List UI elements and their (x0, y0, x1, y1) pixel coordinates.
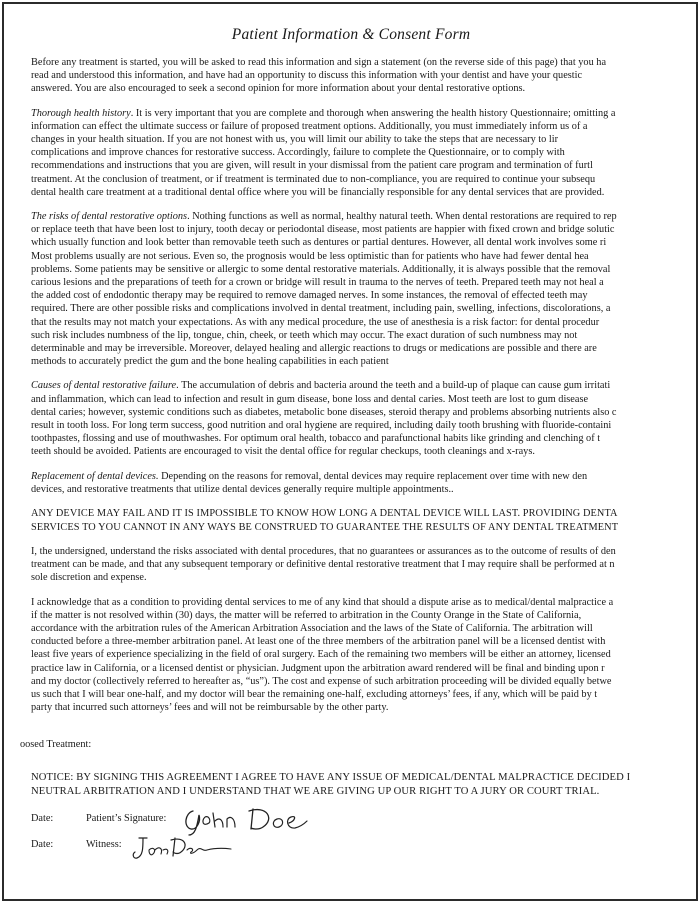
proposed-treatment-label: oosed Treatment: (20, 739, 92, 750)
risks-line: methods to accurately predict the gum and the bone healing capabilities in each patient (31, 356, 389, 368)
causes-paragraph (31, 379, 698, 458)
causes-line (31, 379, 698, 392)
risks-line: problems. Some patients may be sensitive or allergic to some dental restorative materials. Additionally, it is always possible that the removal (31, 263, 611, 275)
arbitration-line: if the matter is not resolved within (30) days, the matter will be referred to arbitration in the County Orange in the State of California, (31, 609, 582, 621)
device-warning-line: ANY DEVICE MAY FAIL AND IT IS IMPOSSIBLE TO KNOW HOW LONG A DENTAL DEVICE WILL LAST. PROVIDING DENTA (31, 508, 618, 520)
health-history-line: treatment. At the conclusion of treatment, or if treatment is terminated due to non-compliance, you are required to continue your subsequ (31, 173, 596, 185)
replacement-text: Depending on the reasons for removal, dental devices may require replacement over time with new den (158, 470, 588, 482)
document-title: Patient Information & Consent Form (231, 26, 471, 43)
risks-heading: The risks of dental restorative options (31, 211, 188, 223)
replacement-line (31, 470, 698, 483)
undersigned-line: I, the undersigned, understand the risks associated with dental procedures, that no guarantees or assurances as to the outcome of results of den (31, 545, 616, 557)
risks-line: or replace teeth that have been lost to injury, tooth decay or periodontal disease, most patients are happier with fixed crown and bridge solutic (31, 224, 615, 236)
replacement-line: devices, and restorative treatments that utilize dental devices generally require multiple appointments.. (31, 483, 454, 495)
causes-heading: Causes of dental restorative failure (31, 380, 177, 392)
arbitration-line: party that incurred such attorneys’ fees and will not be reimbursable by the other party. (31, 702, 389, 714)
arbitration-line: us such that I will bear one-half, and my doctor will bear the remaining one-half, excluding attorneys’ fees, if any, which will be paid by t (31, 688, 598, 700)
notice-line: NOTICE: BY SIGNING THIS AGREEMENT I AGREE TO HAVE ANY ISSUE OF MEDICAL/DENTAL MALPRACTICE DECIDED I (31, 772, 631, 783)
health-history-line (31, 107, 698, 120)
causes-line: result in tooth loss. For long term success, good nutrition and oral hygiene are required, including daily tooth brushing with fluoride-containi (31, 420, 612, 432)
intro-line: answered. You are also encouraged to seek a second opinion for more information about your dental restorative options. (31, 83, 526, 95)
undersigned-paragraph (31, 545, 698, 585)
risks-line: such risk includes numbness of the lip, tongue, chin, cheek, or teeth which may occur. The exact duration of such numbness may not (31, 329, 578, 341)
intro-paragraph (31, 56, 698, 96)
arbitration-notice (31, 771, 630, 799)
arbitration-line: I acknowledge that as a condition to providing dental services to me of any kind that should a dispute arise as to medical/dental malpractice a (31, 596, 614, 608)
risks-line: determinable and may be irreversible. Moreover, delayed healing and allergic reactions to drugs or medications are possible and there are (31, 343, 597, 355)
patient-signature-label: Patient’s Signature: (86, 813, 167, 824)
arbitration-paragraph (31, 596, 698, 715)
health-history-line: information can effect the ultimate success or failure of proposed treatment options. Additionally, you must immediately inform us of a (31, 120, 588, 132)
date-label: Date: (31, 839, 54, 850)
health-history-line: complications and improve chances for restorative success. Accordingly, failure to complete the Questionnaire, or to comply with (31, 147, 565, 159)
risks-line: which usually function and look better than removable teeth such as dentures or partial dentures. However, all dental work involves some ri (31, 237, 607, 249)
device-warning (31, 507, 698, 534)
arbitration-line: least five years of experience specializing in the field of oral surgery. Each of the remaining two members will be either an attorney, licensed (31, 649, 611, 661)
witness-signature-row (31, 836, 431, 866)
undersigned-line: treatment can be made, and that any subsequent temporary or definitive dental restorative treatment that I may require shall be performed at n (31, 559, 615, 571)
witness-signature (129, 832, 239, 862)
health-history-line: changes in your health situation. If you are not honest with us, you will limit our ability to take the steps that are necessary to lir (31, 134, 559, 146)
health-history-line: dental health care treatment at a traditional dental office where you will be financially responsible for any dental services that are provided. (31, 186, 605, 198)
health-history-heading: Thorough health history (31, 107, 131, 119)
risks-line: the added cost of endodontic therapy may be required to remove damaged nerves. In some instances, the removal of effected teeth may (31, 290, 588, 302)
intro-line: read and understood this information, and have had an opportunity to discuss this information with your dentist and have your questic (31, 70, 583, 82)
causes-text: . The accumulation of debris and bacteria around the teeth and a build-up of plaque can cause gum irritati (176, 380, 611, 392)
risks-line: carious lesions and the preparations of teeth for a crown or bridge will result in trauma to the nerves of teeth. Prepared teeth may not heal a (31, 277, 604, 289)
health-history-paragraph (31, 107, 698, 199)
date-label: Date: (31, 813, 54, 824)
risks-line: required. There are other possible risks and complications involved in dental treatment, including pain, swelling, infections, discolorations, a (31, 303, 611, 315)
causes-line: toothpastes, flossing and use of mouthwashes. For optimum oral health, tobacco and parafunctional habits like grinding and clenching of t (31, 433, 601, 445)
replacement-heading: Replacement of dental devices. (31, 470, 159, 482)
intro-line: Before any treatment is started, you will be asked to read this information and sign a statement (on the reverse side of this page) that you ha (31, 57, 607, 68)
risks-line: that the results may not match your expectations. As with any medical procedure, the use of anesthesia is a risk factor: for dental procedur (31, 316, 600, 328)
risks-text: . Nothing functions as well as normal, healthy natural teeth. When dental restorations are required to rep (187, 211, 617, 223)
page-frame (2, 2, 698, 901)
replacement-paragraph (31, 470, 698, 496)
health-history-text: . It is very important that you are complete and thorough when answering the health history Questionnaire; omitting a (130, 107, 616, 119)
health-history-line: recommendations and instructions that you are given, will result in your dismissal from the patient care program and termination of furtl (31, 160, 593, 172)
witness-label: Witness: (86, 839, 122, 850)
arbitration-line: accordance with the arbitration rules of the American Arbitration Association and the laws of the State of California. The arbitration will (31, 622, 593, 634)
causes-line: teeth should be avoided. Patients are encouraged to visit the dental office for regular checkups, tooth cleanings and x-rays. (31, 446, 535, 458)
risks-paragraph (31, 210, 698, 368)
risks-line: Most problems usually are not serious. Even so, the prognosis would be less optimistic than for patients who have had fewer dental hea (31, 250, 589, 262)
notice-line: NEUTRAL ARBITRATION AND I UNDERSTAND THAT WE ARE GIVING UP OUR RIGHT TO A JURY OR COURT TRIAL. (31, 786, 600, 797)
arbitration-line: practice law in California, or a licensed dentist or physician. Judgment upon the arbitration award rendered will be final and binding upon r (31, 662, 605, 674)
device-warning-line: SERVICES TO YOU CANNOT IN ANY WAYS BE CONSTRUED TO GUARANTEE THE RESULTS OF ANY DENTAL TREATMENT (31, 521, 619, 533)
consent-document (31, 18, 698, 725)
causes-line: and inflammation, which can lead to infection and result in gum disease, bone loss and dental caries. Most teeth are lost to gum disease (31, 393, 589, 405)
causes-line: dental caries; however, systemic conditions such as diabetes, metabolic bone diseases, steroid therapy and problems absorbing nutrients also c (31, 406, 617, 418)
undersigned-line: sole discretion and expense. (31, 572, 147, 584)
arbitration-line: and my doctor (collectively referred to hereafter as, “us”). The cost and expense of such arbitration proceeding will be divided equally betwe (31, 675, 612, 687)
arbitration-line: conducted before a three-member arbitration panel. At least one of the three members of the arbitration panel will be a licensed dentist with (31, 636, 606, 648)
risks-line (31, 210, 698, 223)
